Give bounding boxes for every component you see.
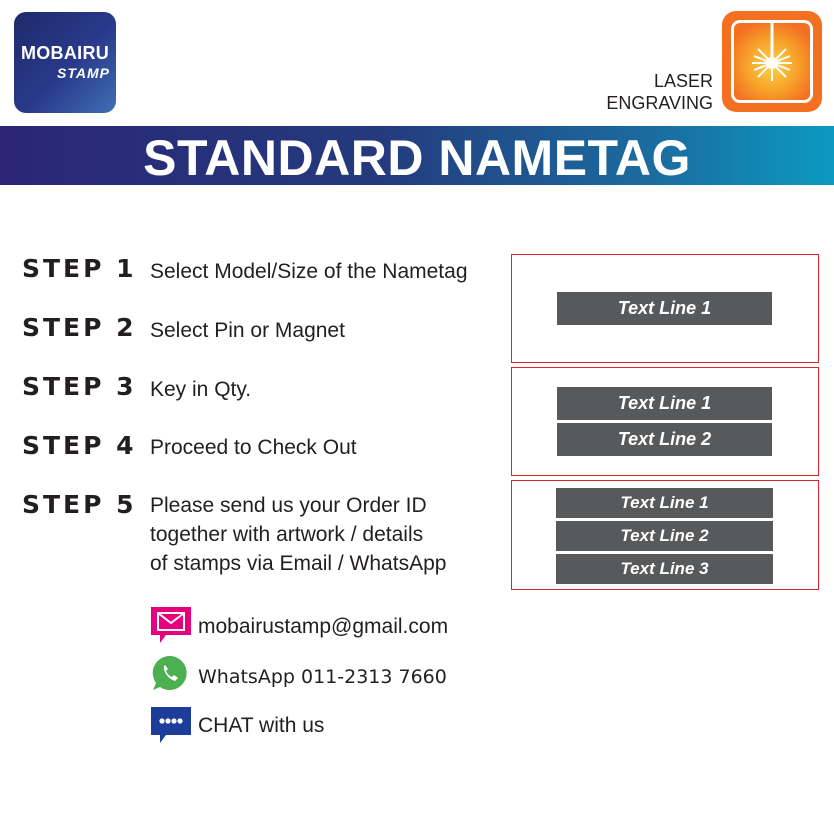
step-2-label: STEP 2 xyxy=(22,313,137,342)
sample-one-line xyxy=(511,254,819,363)
sample-two-lines xyxy=(511,367,819,476)
laser-label-line1: LASER xyxy=(653,71,713,91)
chat-link[interactable]: CHAT with us xyxy=(198,714,325,737)
step-2-text: Select Pin or Magnet xyxy=(150,319,345,342)
step-1-label: STEP 1 xyxy=(22,254,137,283)
brand-logo xyxy=(14,12,116,113)
laser-badge xyxy=(722,11,822,112)
title-banner xyxy=(0,126,834,185)
brand-subname: STAMP xyxy=(57,65,110,81)
step-4-label: STEP 4 xyxy=(22,431,137,460)
laser-icon xyxy=(731,20,813,103)
step-1-text: Select Model/Size of the Nametag xyxy=(150,260,468,283)
whatsapp-number[interactable]: WhatsApp 011-2313 7660 xyxy=(198,666,447,688)
sample-text-line: Text Line 1 xyxy=(557,387,772,420)
laser-label-line2: ENGRAVING xyxy=(606,93,713,113)
sample-three-lines xyxy=(511,480,819,590)
step-3-text: Key in Qty. xyxy=(150,378,252,401)
whatsapp-icon xyxy=(150,654,192,694)
laser-engraving-label xyxy=(606,70,713,114)
envelope-icon xyxy=(150,606,192,646)
email-address[interactable]: mobairustamp@gmail.com xyxy=(198,615,449,638)
step-5-line-2: together with artwork / details xyxy=(150,523,424,546)
sample-text-line: Text Line 2 xyxy=(557,423,772,456)
chat-icon xyxy=(150,706,192,746)
step-5-text xyxy=(150,491,446,578)
page-title: STANDARD NAMETAG xyxy=(143,130,691,186)
sample-text-line: Text Line 2 xyxy=(556,521,773,551)
brand-name: MOBAIRU xyxy=(20,43,110,63)
step-5-line-3: of stamps via Email / WhatsApp xyxy=(150,552,447,575)
sample-text-line: Text Line 1 xyxy=(556,488,773,518)
step-3-label: STEP 3 xyxy=(22,372,137,401)
step-4-text: Proceed to Check Out xyxy=(150,436,357,459)
step-5-line-1: Please send us your Order ID xyxy=(150,494,427,517)
laser-beam-icon xyxy=(734,23,810,100)
step-5-label: STEP 5 xyxy=(22,490,137,519)
sample-text-line: Text Line 1 xyxy=(557,292,772,325)
sample-text-line: Text Line 3 xyxy=(556,554,773,584)
